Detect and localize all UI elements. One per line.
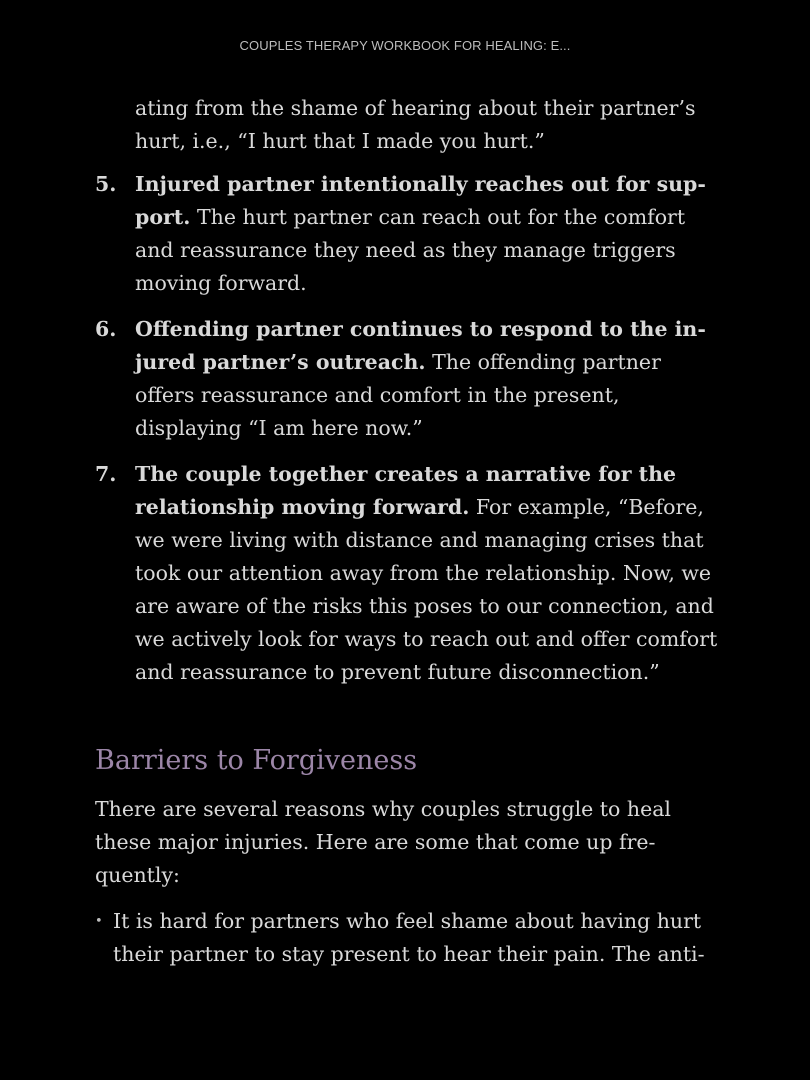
continued-paragraph: ating from the shame of hearing about their partner’s hurt, i.e., “I hurt that I made you hurt.”	[135, 96, 696, 153]
list-item-text: The offending partner offers reassurance and comfort in the present, displaying “I am here now.”	[135, 350, 661, 440]
intro-paragraph: There are several reasons why couples struggle to heal these major injuries. Here are some that come up frequently:	[95, 797, 671, 887]
book-title-header: COUPLES THERAPY WORKBOOK FOR HEALING: E...	[239, 38, 571, 53]
list-number: 6.	[95, 317, 117, 341]
list-number: 5.	[95, 172, 117, 196]
list-item-6	[95, 313, 720, 445]
list-item-heading: Injured partner intentionally reaches out for support.	[135, 172, 706, 229]
section-heading: Barriers to Forgiveness	[95, 745, 418, 776]
list-item-text: The hurt partner can reach out for the comfort and reassurance they need as they manage triggers moving forward.	[135, 205, 686, 295]
list-item-5	[95, 168, 720, 300]
bullet-text: It is hard for partners who feel shame about having hurt their partner to stay present to hear their pain. The anti-	[113, 909, 705, 966]
list-item-heading: The couple together creates a narrative for the relationship moving forward.	[135, 462, 677, 519]
bullet-item	[95, 905, 720, 971]
page-content	[95, 92, 720, 971]
list-item-7	[95, 458, 720, 689]
list-item-heading: Offending partner continues to respond to the injured partner’s outreach.	[135, 317, 706, 374]
list-item-text: For example, “Before, we were living with distance and managing crises that took our attention away from the relationship. Now, we are aware of the risks this poses to our connection, and we actively look for ways to reach out and offer comfort and reassurance to prevent future disconnection.”	[135, 495, 718, 684]
bullet-icon: •	[95, 914, 103, 929]
list-number: 7.	[95, 462, 117, 486]
